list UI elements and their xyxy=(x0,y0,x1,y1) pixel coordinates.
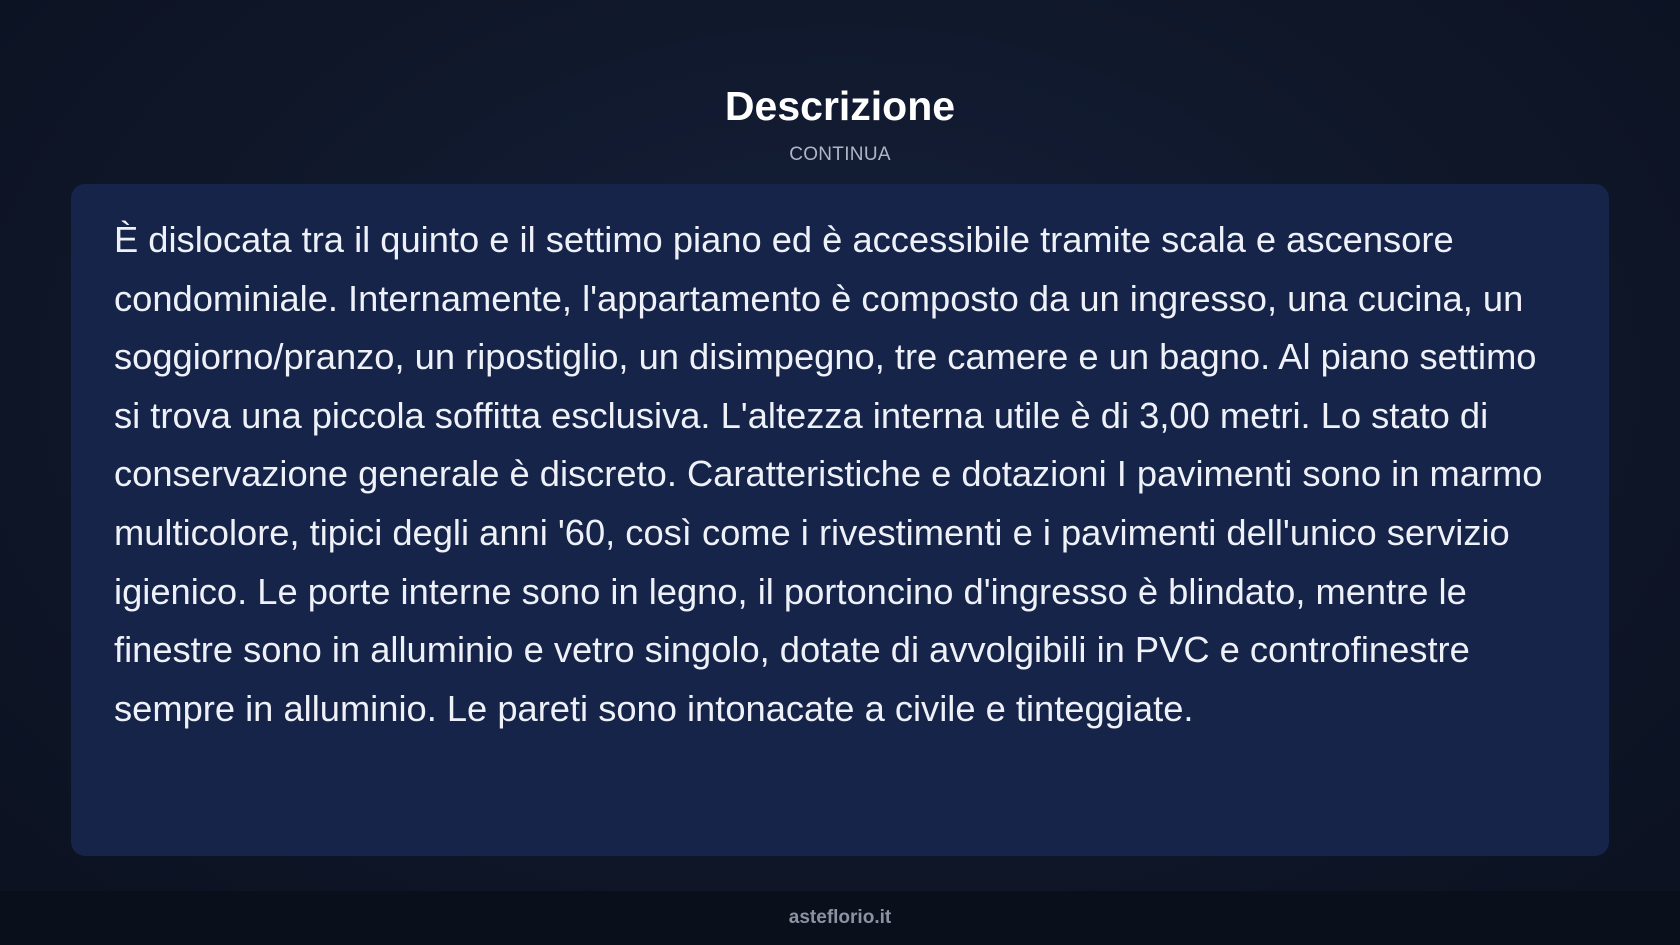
page-title: Descrizione xyxy=(724,83,956,129)
footer-site-name: asteflorio.it xyxy=(788,907,892,928)
footer-bar xyxy=(0,891,1680,945)
description-text: È dislocata tra il quinto e il settimo piano ed è accessibile tramite scala e ascensore condominiale. Internamente, l'appartamento è composto da un ingresso, una cucina, un soggiorno/pranzo, un ripostiglio, un disimpegno, tre camere e un bagno. Al piano settimo si trova una piccola soffitta esclusiva. L'altezza interna utile è di 3,00 metri. Lo stato di conservazione generale è discreto. Caratteristiche e dotazioni I pavimenti sono in marmo multicolore, tipici degli anni '60, così come i rivestimenti e i pavimenti dell'unico servizio igienico. Le porte interne sono in legno, il portoncino d'ingresso è blindato, mentre le finestre sono in alluminio e vetro singolo, dotate di avvolgibili in PVC e controfinestre sempre in alluminio. Le pareti sono intonacate a civile e tinteggiate. xyxy=(114,219,1543,729)
description-card xyxy=(71,184,1609,856)
page-header xyxy=(0,78,1680,167)
page-subtitle: CONTINUA xyxy=(789,144,891,165)
